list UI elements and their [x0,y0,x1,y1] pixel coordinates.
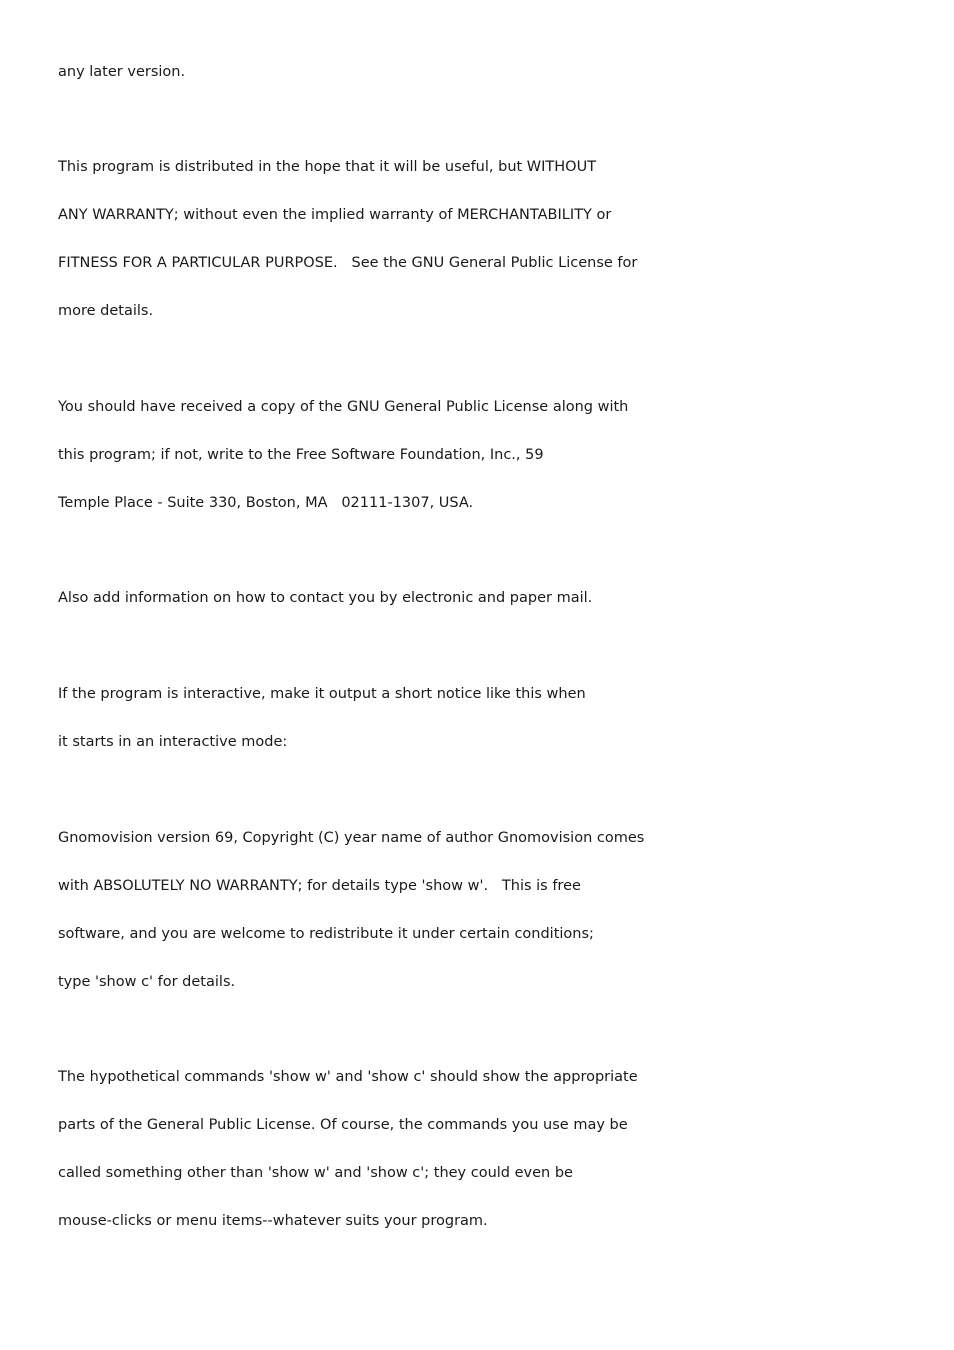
text-line: Temple Place - Suite 330, Boston, MA 02111-1307, USA. [58,495,474,511]
text-line: this program; if not, write to the Free Software Foundation, Inc., 59 [58,447,544,463]
text-line: parts of the General Public License. Of course, the commands you use may be [58,1117,628,1133]
text-line: ANY WARRANTY; without even the implied warranty of MERCHANTABILITY or [58,207,612,223]
text-line: If the program is interactive, make it output a short notice like this when [58,686,586,702]
text-line: called something other than 'show w' and 'show c'; they could even be [58,1165,573,1181]
text-line: Also add information on how to contact you by electronic and paper mail. [58,590,593,606]
text-line: more details. [58,303,154,319]
text-line: type 'show c' for details. [58,974,236,990]
text-line: mouse-clicks or menu items--whatever suits your program. [58,1213,488,1229]
text-line: This program is distributed in the hope that it will be useful, but WITHOUT [58,159,597,175]
text-line: FITNESS FOR A PARTICULAR PURPOSE. See the GNU General Public License for [58,255,638,271]
text-line: any later version. [58,64,186,80]
text-line: You should have received a copy of the GNU General Public License along with [58,399,629,415]
text-line: software, and you are welcome to redistribute it under certain conditions; [58,926,594,942]
text-line: it starts in an interactive mode: [58,734,288,750]
text-line: The hypothetical commands 'show w' and 'show c' should show the appropriate [58,1069,638,1085]
text-line: Gnomovision version 69, Copyright (C) year name of author Gnomovision comes [58,830,645,846]
text-line: with ABSOLUTELY NO WARRANTY; for details type 'show w'. This is free [58,878,581,894]
